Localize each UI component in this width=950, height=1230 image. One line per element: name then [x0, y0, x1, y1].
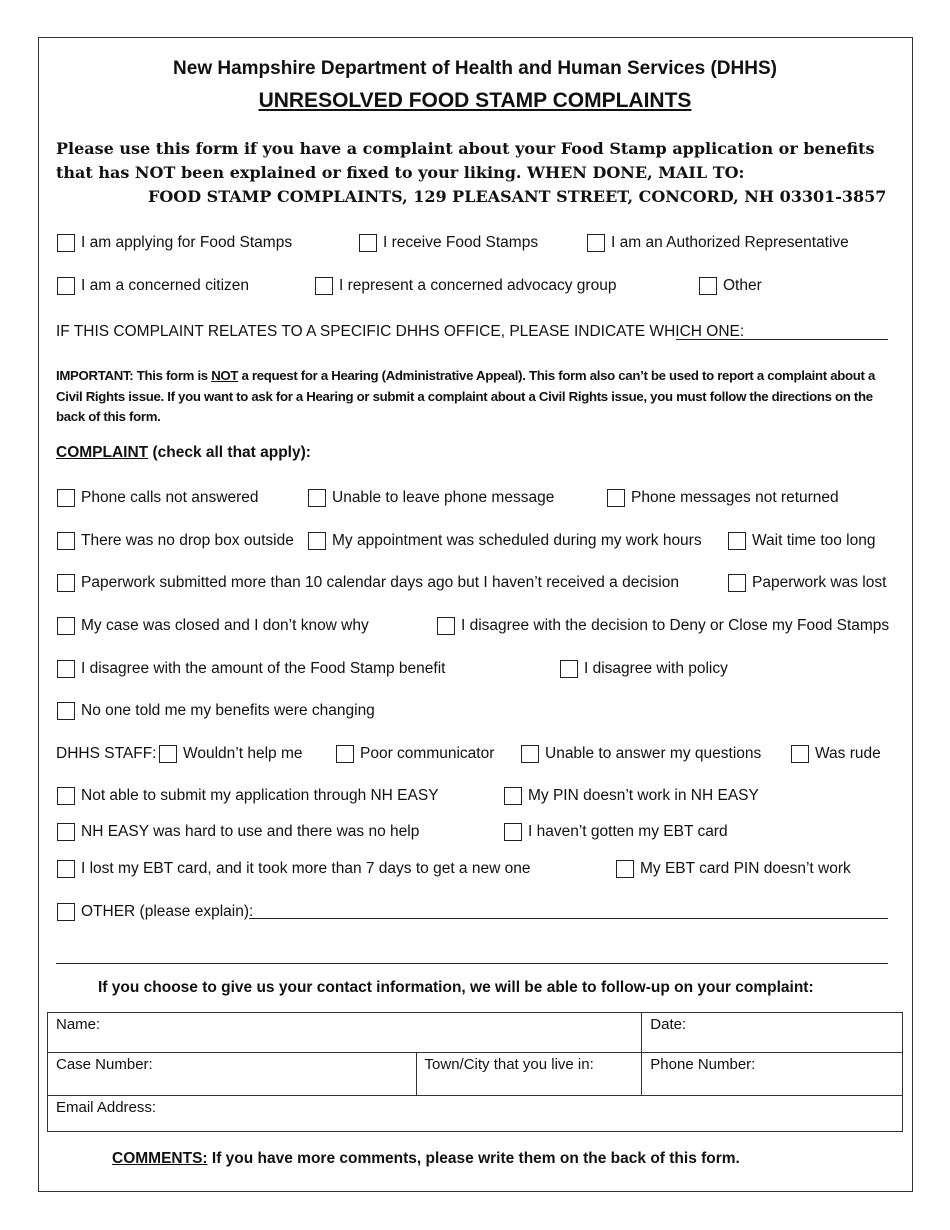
checkbox[interactable] [57, 277, 75, 295]
contact-prompt: If you choose to give us your contact information, we will be able to follow-up on your complaint: [98, 979, 814, 996]
complaint-lost-ebt[interactable]: I lost my EBT card, and it took more than 7 days to get a new one [57, 860, 530, 878]
case-number-field[interactable]: Case Number: [48, 1053, 417, 1096]
checkbox[interactable] [728, 574, 746, 592]
complaint-messages-not-returned[interactable]: Phone messages not returned [607, 489, 839, 507]
complaint-no-ebt-card[interactable]: I haven’t gotten my EBT card [504, 823, 728, 841]
checkbox[interactable] [57, 574, 75, 592]
form-title: UNRESOLVED FOOD STAMP COMPLAINTS [258, 89, 692, 112]
checkbox[interactable] [308, 489, 326, 507]
complaint-disagree-amount[interactable]: I disagree with the amount of the Food Stamp benefit [57, 660, 445, 678]
checkbox[interactable] [57, 660, 75, 678]
office-input-line[interactable] [676, 339, 888, 340]
checkbox[interactable] [57, 489, 75, 507]
complaint-nheasy-hard[interactable]: NH EASY was hard to use and there was no help [57, 823, 419, 841]
checkbox[interactable] [521, 745, 539, 763]
town-field[interactable]: Town/City that you live in: [416, 1053, 642, 1096]
option-authorized-rep[interactable]: I am an Authorized Representative [587, 234, 849, 252]
email-field[interactable]: Email Address: [48, 1096, 903, 1132]
checkbox[interactable] [57, 787, 75, 805]
other-explain-line-1[interactable] [249, 918, 888, 919]
contact-info-table [47, 1012, 903, 1132]
option-other[interactable]: Other [699, 277, 762, 295]
complaint-no-leave-message[interactable]: Unable to leave phone message [308, 489, 554, 507]
staff-unable-answer[interactable]: Unable to answer my questions [521, 745, 761, 763]
checkbox[interactable] [57, 903, 75, 921]
checkbox[interactable] [315, 277, 333, 295]
checkbox[interactable] [504, 823, 522, 841]
mailing-address: FOOD STAMP COMPLAINTS, 129 PLEASANT STREET, CONCORD, NH 03301-3857 [148, 187, 887, 206]
complaint-wait-too-long[interactable]: Wait time too long [728, 532, 875, 550]
option-receive[interactable]: I receive Food Stamps [359, 234, 538, 252]
option-applying[interactable]: I am applying for Food Stamps [57, 234, 292, 252]
checkbox[interactable] [57, 702, 75, 720]
dhhs-staff-label: DHHS STAFF: [56, 745, 157, 762]
checkbox[interactable] [159, 745, 177, 763]
checkbox[interactable] [560, 660, 578, 678]
complaint-benefits-changing[interactable]: No one told me my benefits were changing [57, 702, 375, 720]
complaint-case-closed[interactable]: My case was closed and I don’t know why [57, 617, 369, 635]
complaint-paperwork-10-days[interactable]: Paperwork submitted more than 10 calendar days ago but I haven’t received a decision [57, 574, 679, 592]
option-advocacy-group[interactable]: I represent a concerned advocacy group [315, 277, 616, 295]
complaint-disagree-deny[interactable]: I disagree with the decision to Deny or Close my Food Stamps [437, 617, 889, 635]
staff-poor-communicator[interactable]: Poor communicator [336, 745, 494, 763]
checkbox[interactable] [607, 489, 625, 507]
checkbox[interactable] [437, 617, 455, 635]
checkbox[interactable] [57, 823, 75, 841]
name-field[interactable]: Name: [48, 1013, 642, 1053]
complaint-ebt-pin[interactable]: My EBT card PIN doesn’t work [616, 860, 851, 878]
checkbox[interactable] [57, 860, 75, 878]
checkbox[interactable] [587, 234, 605, 252]
agency-title: New Hampshire Department of Health and Human Services (DHHS) [173, 58, 777, 79]
important-notice: IMPORTANT: This form is NOT a request for a Hearing (Administrative Appeal). This form also can’t be used to report a complaint about a Civil Rights issue. If you want to ask for a Hearing or submit a complaint about a Civil Rights issue, you must follow the directions on the back of this form. [56, 368, 876, 424]
checkbox[interactable] [791, 745, 809, 763]
checkbox[interactable] [308, 532, 326, 550]
staff-rude[interactable]: Was rude [791, 745, 881, 763]
date-field[interactable]: Date: [642, 1013, 903, 1053]
complaint-nheasy-submit[interactable]: Not able to submit my application through NH EASY [57, 787, 439, 805]
complaint-no-drop-box[interactable]: There was no drop box outside [57, 532, 294, 550]
complaint-disagree-policy[interactable]: I disagree with policy [560, 660, 728, 678]
option-concerned-citizen[interactable]: I am a concerned citizen [57, 277, 249, 295]
comments-note: COMMENTS: If you have more comments, please write them on the back of this form. [112, 1150, 740, 1167]
other-explain-line-2[interactable] [56, 963, 888, 964]
intro-line-2: that has NOT been explained or fixed to your liking. WHEN DONE, MAIL TO: [56, 163, 745, 182]
office-prompt: IF THIS COMPLAINT RELATES TO A SPECIFIC DHHS OFFICE, PLEASE INDICATE WHICH ONE: [56, 323, 745, 340]
checkbox[interactable] [504, 787, 522, 805]
intro-line-1: Please use this form if you have a complaint about your Food Stamp application or benefits [56, 139, 875, 158]
checkbox[interactable] [57, 617, 75, 635]
checkbox[interactable] [699, 277, 717, 295]
checkbox[interactable] [57, 234, 75, 252]
complaint-appointment-work-hours[interactable]: My appointment was scheduled during my work hours [308, 532, 702, 550]
checkbox[interactable] [57, 532, 75, 550]
complaint-phone-not-answered[interactable]: Phone calls not answered [57, 489, 259, 507]
complaint-nheasy-pin[interactable]: My PIN doesn’t work in NH EASY [504, 787, 759, 805]
checkbox[interactable] [336, 745, 354, 763]
checkbox[interactable] [728, 532, 746, 550]
complaint-header: COMPLAINT (check all that apply): [56, 444, 311, 461]
checkbox[interactable] [616, 860, 634, 878]
complaint-other[interactable]: OTHER (please explain): [57, 903, 253, 921]
phone-field[interactable]: Phone Number: [642, 1053, 903, 1096]
staff-wouldnt-help[interactable]: Wouldn’t help me [159, 745, 302, 763]
checkbox[interactable] [359, 234, 377, 252]
complaint-paperwork-lost[interactable]: Paperwork was lost [728, 574, 886, 592]
